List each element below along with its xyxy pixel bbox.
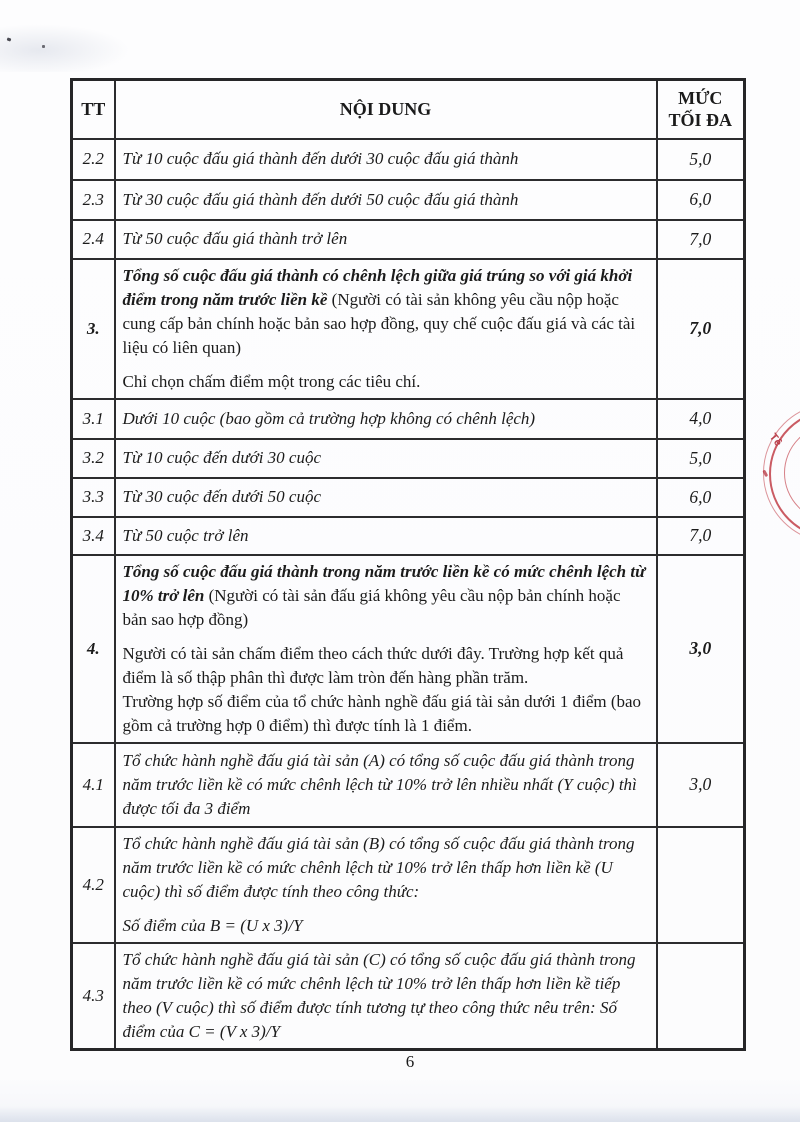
table-row-4-3 [72, 943, 745, 1050]
header-tt: TT [72, 80, 115, 139]
row-number: 4.2 [72, 827, 115, 943]
scan-speck [7, 37, 12, 41]
row-score: 3,0 [657, 743, 745, 827]
row-content: Từ 50 cuộc trở lên [115, 517, 657, 555]
row-score: 4,0 [657, 399, 745, 439]
criterion-note: (Người có tài sản đấu giá không yêu cầu nộp bản chính hoặc bản sao hợp đồng) [122, 585, 621, 629]
row-content: Từ 50 cuộc đấu giá thành trở lên [115, 220, 657, 259]
row-number: 3.3 [72, 478, 115, 517]
row-content: Từ 30 cuộc đấu giá thành đến dưới 50 cuộc đấu giá thành [115, 180, 657, 220]
score-formula: Số điểm của B = (U x 3)/Y [122, 915, 303, 935]
row-score [657, 827, 745, 943]
row-content: Tổ chức hành nghề đấu giá tài sản (C) có tổng số cuộc đấu giá thành trong năm trước liền kề có mức chênh lệch từ 10% trở lên thấp hơn liền kề tiếp theo (V cuộc) thì số điểm được tính tương tự theo công thức nêu trên: Số điểm của C = (V x 3)/Y [115, 943, 657, 1050]
row-score: 3,0 [657, 555, 745, 743]
row-number: 3. [72, 259, 115, 399]
row-score [657, 943, 745, 1050]
row-number: 2.4 [72, 220, 115, 259]
header-muc-line2: TỐI ĐA [668, 110, 732, 131]
row-paragraph: Trường hợp số điểm của tổ chức hành nghề đấu giá tài sản dưới 1 điểm (bao gồm cả trường hợp 0 điểm) thì được tính là 1 điểm. [122, 691, 642, 735]
seal-text: Tê [766, 431, 785, 449]
scan-smudge [0, 24, 130, 72]
table-header-row [72, 80, 745, 139]
row-score: 6,0 [657, 180, 745, 220]
row-content [115, 259, 657, 399]
header-noi-dung: NỘI DUNG [115, 80, 657, 139]
table-row-3-1 [72, 399, 745, 439]
row-content: Từ 30 cuộc đến dưới 50 cuộc [115, 478, 657, 517]
table-row-2-3 [72, 180, 745, 220]
header-muc-line1: MỨC [678, 87, 723, 108]
row-paragraph: Tổ chức hành nghề đấu giá tài sản (B) có tổng số cuộc đấu giá thành trong năm trước liền kề có mức chênh lệch từ 10% trở lên thấp hơn liền kề (U cuộc) thì số điểm được tính theo công thức: [122, 833, 635, 901]
row-number: 4. [72, 555, 115, 743]
table-row-3 [72, 259, 745, 399]
red-seal [754, 398, 800, 563]
table-row-4-2 [72, 827, 745, 943]
table-row-3-3 [72, 478, 745, 517]
table-row-2-4 [72, 220, 745, 259]
row-score: 7,0 [657, 220, 745, 259]
row-score: 7,0 [657, 259, 745, 399]
row-content: Từ 10 cuộc đến dưới 30 cuộc [115, 439, 657, 478]
scan-speck [42, 45, 45, 48]
bottom-scan-shadow [0, 1106, 800, 1122]
criterion-title: Tổng số cuộc đấu giá thành có chênh lệch giữa giá trúng so với giá khởi điểm trong năm trước liền kề [122, 265, 633, 309]
row-number: 4.3 [72, 943, 115, 1050]
table-row-3-4 [72, 517, 745, 555]
seal-inner-ring [784, 424, 800, 522]
table-row-4-1 [72, 743, 745, 827]
row-content: Từ 10 cuộc đấu giá thành đến dưới 30 cuộc đấu giá thành [115, 139, 657, 180]
row-number: 2.2 [72, 139, 115, 180]
row-number: 3.4 [72, 517, 115, 555]
row-content: Tổ chức hành nghề đấu giá tài sản (A) có tổng số cuộc đấu giá thành trong năm trước liền kề có mức chênh lệch từ 10% trở lên nhiều nhất (Y cuộc) thì được tối đa 3 điểm [115, 743, 657, 827]
row-number: 4.1 [72, 743, 115, 827]
seal-tick-mark [763, 470, 768, 477]
row-number: 3.2 [72, 439, 115, 478]
table-row-2-2 [72, 139, 745, 180]
criterion-title: Tổng số cuộc đấu giá thành trong năm trước liền kề có mức chênh lệch từ 10% trở lên [122, 561, 646, 605]
row-score: 5,0 [657, 439, 745, 478]
table-row-4 [72, 555, 745, 743]
row-paragraph [123, 264, 646, 360]
seal-outer-ring [766, 409, 800, 539]
row-score: 5,0 [657, 139, 745, 180]
row-paragraph: Chỉ chọn chấm điểm một trong các tiêu chí. [122, 371, 421, 391]
row-paragraph: Người có tài sản chấm điểm theo cách thức dưới đây. Trường hợp kết quả điểm là số thập phân thì được làm tròn đến hàng phần trăm. [122, 643, 624, 687]
row-content: Dưới 10 cuộc (bao gồm cả trường hợp không có chênh lệch) [115, 399, 657, 439]
scoring-criteria-table [70, 78, 746, 1051]
row-score: 6,0 [657, 478, 745, 517]
page-number: 6 [405, 1052, 415, 1071]
seal-outermost-ring [763, 403, 800, 543]
table-row-3-2 [72, 439, 745, 478]
row-content [115, 555, 657, 743]
criterion-note: (Người có tài sản không yêu cầu nộp hoặc cung cấp bản chính hoặc bản sao hợp đồng, quy chế cuộc đấu giá và các tài liệu có liên quan) [122, 289, 636, 357]
row-score: 7,0 [657, 517, 745, 555]
row-content [115, 827, 657, 943]
row-number: 2.3 [72, 180, 115, 220]
row-number: 3.1 [72, 399, 115, 439]
header-muc-toi-da [657, 80, 745, 139]
row-paragraph [123, 560, 646, 632]
